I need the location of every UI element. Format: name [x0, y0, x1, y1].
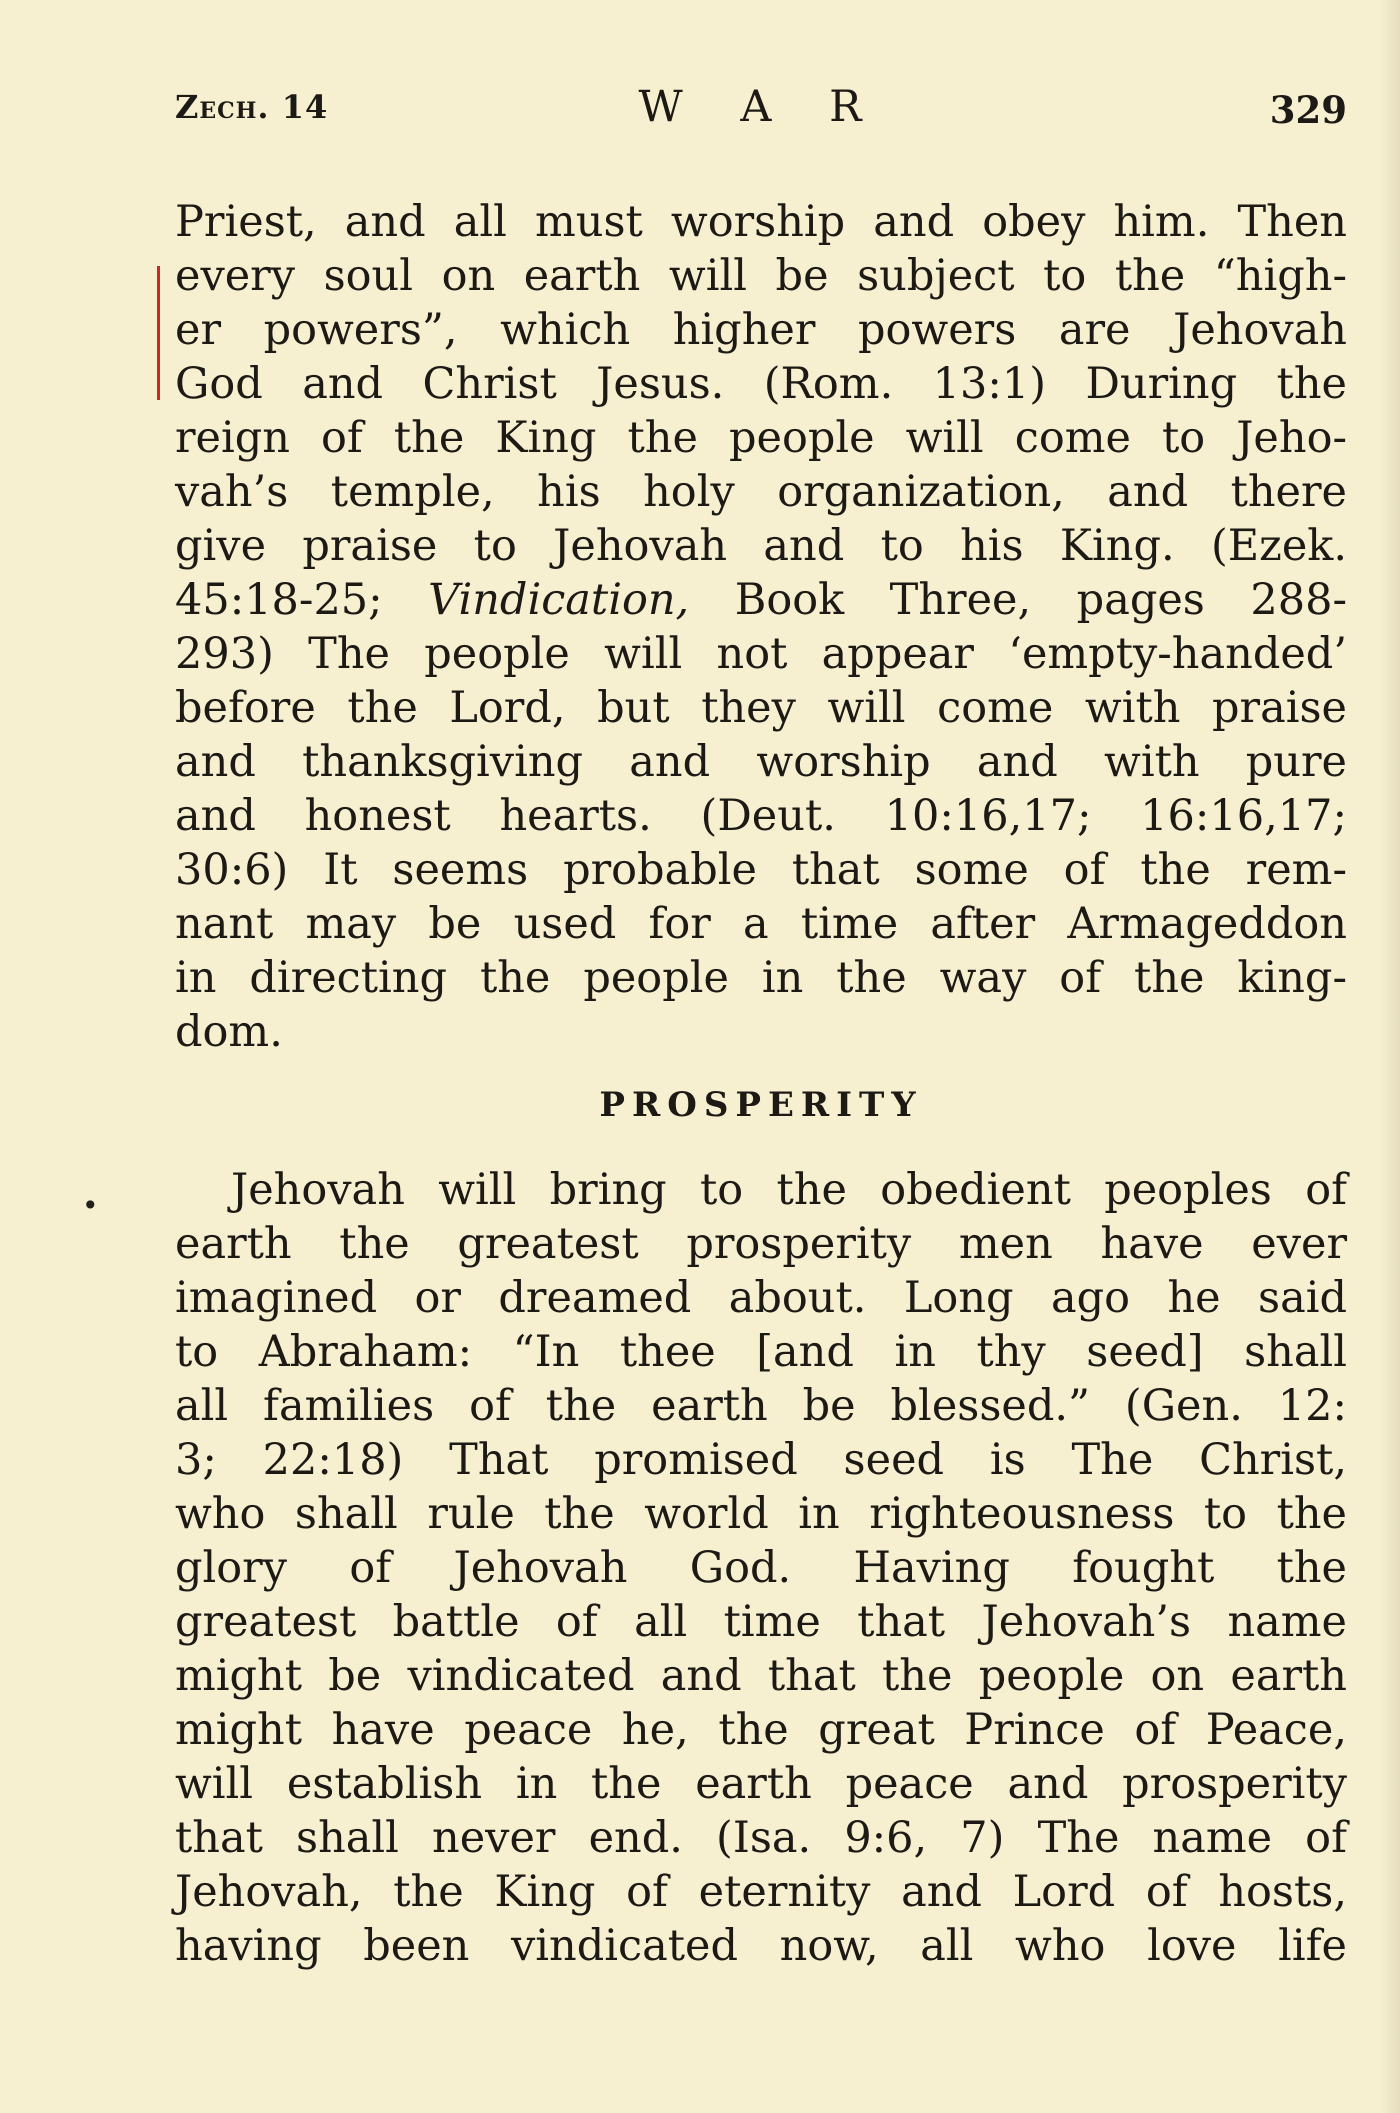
text-line: er powers”, which higher powers are Jehovah — [175, 305, 1347, 355]
text-line: every soul on earth will be subject to the “high- — [175, 251, 1347, 301]
text-line: give praise to Jehovah and to his King. (Ezek. — [175, 521, 1347, 571]
margin-revision-bar — [157, 266, 160, 400]
text-line: reign of the King the people will come to Jeho- — [175, 413, 1347, 463]
text-line: Jehovah will bring to the obedient peoples of — [231, 1165, 1347, 1215]
text-line: dom. — [175, 1007, 283, 1057]
text-line: to Abraham: “In thee [and in thy seed] shall — [175, 1327, 1347, 1377]
text-line: greatest battle of all time that Jehovah’s name — [175, 1597, 1347, 1647]
text-line: in directing the people in the way of the king- — [175, 953, 1347, 1003]
text-line: Priest, and all must worship and obey him. Then — [175, 197, 1347, 247]
page-number: 329 — [1269, 88, 1347, 132]
text-line-with-italic — [175, 573, 1347, 627]
margin-dot: • — [82, 1189, 99, 1222]
text-run: 45:18-25; — [175, 575, 429, 625]
text-line: glory of Jehovah God. Having fought the — [175, 1543, 1347, 1593]
running-header — [175, 84, 1347, 140]
text-line: Jehovah, the King of eternity and Lord of hosts, — [175, 1867, 1347, 1917]
text-line: and thanksgiving and worship and with pure — [175, 737, 1347, 787]
text-line: having been vindicated now, all who love life — [175, 1921, 1347, 1971]
italic-book-title: Vindication, — [428, 575, 690, 625]
text-line: before the Lord, but they will come with praise — [175, 683, 1347, 733]
text-line: will establish in the earth peace and prosperity — [175, 1759, 1347, 1809]
text-line: all families of the earth be blessed.” (Gen. 12: — [175, 1381, 1347, 1431]
text-line: 3; 22:18) That promised seed is The Christ, — [175, 1435, 1347, 1485]
running-title: W A R — [638, 82, 884, 132]
text-line: God and Christ Jesus. (Rom. 13:1) During the — [175, 359, 1347, 409]
text-line: imagined or dreamed about. Long ago he said — [175, 1273, 1347, 1323]
text-line: might be vindicated and that the people on earth — [175, 1651, 1347, 1701]
section-heading: PROSPERITY — [599, 1085, 923, 1125]
text-run: Book Three, pages 288- — [689, 575, 1347, 625]
chapter-reference: Zech. 14 — [175, 88, 329, 126]
text-line: earth the greatest prosperity men have ever — [175, 1219, 1347, 1269]
text-line: vah’s temple, his holy organization, and there — [175, 467, 1347, 517]
text-line: who shall rule the world in righteousness to the — [175, 1489, 1347, 1539]
text-line: nant may be used for a time after Armageddon — [175, 899, 1347, 949]
text-line: 30:6) It seems probable that some of the rem- — [175, 845, 1347, 895]
text-line: might have peace he, the great Prince of Peace, — [175, 1705, 1347, 1755]
page-edge-shadow — [1380, 0, 1400, 2113]
text-line: and honest hearts. (Deut. 10:16,17; 16:16,17; — [175, 791, 1347, 841]
text-line: 293) The people will not appear ‘empty-handed’ — [175, 629, 1347, 679]
text-line: that shall never end. (Isa. 9:6, 7) The name of — [175, 1813, 1347, 1863]
